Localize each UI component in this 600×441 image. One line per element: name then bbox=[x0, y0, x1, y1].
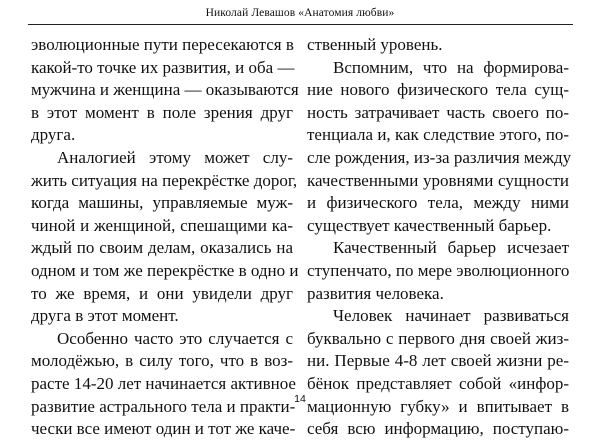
text-line: развитие астрального тела и практи- bbox=[31, 396, 296, 416]
text-line: одном и том же перекрёстке в одно и bbox=[31, 260, 299, 280]
text-line: качественными уровнями сущности bbox=[307, 170, 569, 190]
text-line: существует качественный барьер. bbox=[307, 215, 552, 235]
text-line: расте 14-20 лет начинается активное bbox=[31, 373, 296, 393]
text-line: чески все имеют один и тот же каче- bbox=[31, 419, 296, 439]
text-line: в этот момент в поле зрения друг bbox=[31, 102, 293, 122]
text-line: Человек начинает развиваться bbox=[333, 306, 569, 326]
text-line: ни. Первые 4-8 лет своей жизни ре- bbox=[307, 351, 569, 371]
text-line: Особенно часто это случается с bbox=[57, 328, 293, 348]
text-line: то же время, и они увидели друг bbox=[31, 283, 293, 303]
text-line: тенциала и, как следствие этого, по- bbox=[307, 125, 569, 145]
text-line: развития человека. bbox=[307, 283, 444, 303]
text-line: молодёжью, в силу того, что в воз- bbox=[31, 351, 293, 371]
text-line: и физического тела, между ними bbox=[307, 193, 569, 213]
header-rule bbox=[28, 24, 573, 25]
text-line: эволюционные пути пересекаются в bbox=[31, 35, 294, 54]
text-line: ственный уровень. bbox=[307, 35, 443, 54]
text-line: Вспомним, что на формирова- bbox=[333, 57, 569, 77]
text-line: Аналогией этому может слу- bbox=[57, 147, 293, 167]
running-header: Николай Левашов «Анатомия любви» bbox=[205, 7, 395, 19]
text-line: буквально с первого дня своей жиз- bbox=[307, 328, 569, 348]
text-line: когда машины, управляемые муж- bbox=[31, 193, 293, 213]
text-line: мационную губку» и впитывает в bbox=[307, 396, 569, 416]
text-line: мужчина и женщина — оказываются bbox=[31, 80, 299, 100]
left-column bbox=[31, 34, 299, 441]
right-column bbox=[307, 34, 572, 441]
text-line: друга. bbox=[31, 125, 76, 145]
text-line: чиной и женщиной, спешащими ка- bbox=[31, 215, 293, 235]
page-number: 14 bbox=[294, 393, 306, 405]
text-line: бёнок представляет собой «инфор- bbox=[307, 373, 569, 393]
text-line: какой-то точке их развития, и оба — bbox=[31, 57, 295, 77]
text-line: ждый по своим делам, оказались на bbox=[31, 238, 293, 258]
text-line: Качественный барьер исчезает bbox=[333, 238, 569, 258]
text-line: жить ситуация на перекрёстке дорог, bbox=[31, 170, 298, 190]
text-line: ность затрачивает часть своего по- bbox=[307, 102, 569, 122]
text-line: ступенчато, по мере эволюционного bbox=[307, 260, 570, 280]
text-line: ние нового физического тела сущ- bbox=[307, 80, 569, 100]
text-line: друга в этот момент. bbox=[31, 306, 179, 326]
text-line: себя всю информацию, поступаю- bbox=[307, 419, 569, 439]
text-line: сле рождения, из-за различия между bbox=[307, 147, 572, 167]
